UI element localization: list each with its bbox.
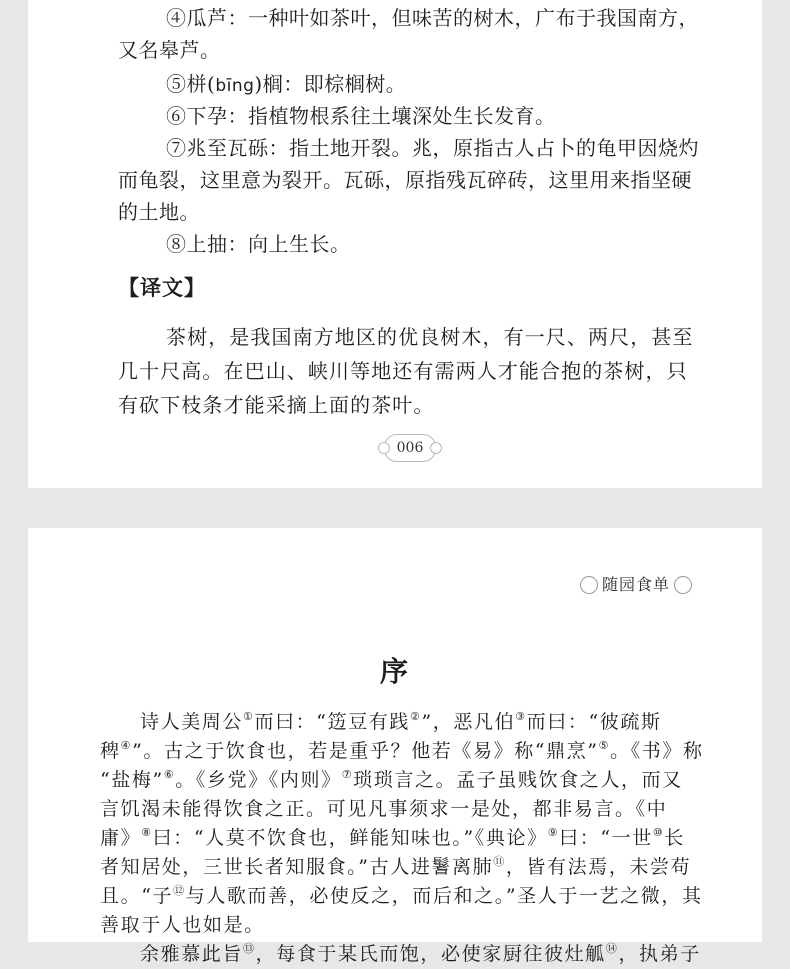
footnote-marker: ⑦ xyxy=(341,768,354,781)
preface-text: ，执弟子 xyxy=(618,943,701,965)
bottom-book-page xyxy=(28,528,762,965)
note-line: 而龟裂，这里意为裂开。瓦砾，原指残瓦碎砖，这里用来指坚硬 xyxy=(118,168,692,192)
footnote-marker: ⑭ xyxy=(605,942,619,955)
preface-text: 曰：“人莫不饮食也，鲜能知味也。”《典论》 xyxy=(152,827,548,849)
preface-text: 曰：“一世 xyxy=(559,827,653,849)
top-book-page xyxy=(28,0,762,488)
preface-line xyxy=(100,737,704,766)
preface-line xyxy=(100,911,265,940)
preface-text: 长 xyxy=(664,827,685,849)
preface-text: 余雅慕此旨 xyxy=(140,943,244,965)
preface-line xyxy=(100,708,662,737)
footnote-marker: ⑧ xyxy=(141,826,153,839)
note-text: )榈：即棕榈树。 xyxy=(254,72,407,96)
preface-text: ，每食于某氏而饱，必使家厨往彼灶觚 xyxy=(255,943,606,965)
preface-text: 与人歌而善，必使反之，而后和之。”圣人于一艺之微，其 xyxy=(185,885,703,907)
note-line: ④瓜芦：一种叶如茶叶，但味苦的树木，广布于我国南方， xyxy=(166,6,699,30)
preface-text: 而曰：“笾豆有践 xyxy=(254,711,410,733)
note-line: ⑦兆至瓦砾：指土地开裂。兆，原指古人占卜的龟甲因烧灼 xyxy=(166,136,699,160)
preface-text: 且。“子 xyxy=(100,885,174,907)
footnote-marker: ⑫ xyxy=(173,884,186,897)
footnote-marker: ⑩ xyxy=(652,826,665,839)
translation-line: 有砍下枝条才能采摘上面的茶叶。 xyxy=(118,393,435,417)
footnote-marker: ⑨ xyxy=(547,826,560,839)
preface-line xyxy=(100,824,685,853)
footnote-marker: ② xyxy=(410,710,422,723)
footnote-marker: ⑬ xyxy=(243,942,256,955)
preface-text: 稗 xyxy=(100,740,121,762)
preface-text: ”。古之于饮食也，若是重乎？他若《易》称“鼎烹” xyxy=(132,740,599,762)
page-number: 006 xyxy=(384,434,436,462)
footnote-marker: ③ xyxy=(515,710,527,723)
running-header: 随园食单 xyxy=(588,572,684,598)
translation-line: 几十尺高。在巴山、峡川等地还有需两人才能合抱的茶树，只 xyxy=(118,359,688,383)
footnote-marker: ⑤ xyxy=(598,739,611,752)
preface-text: 庸》 xyxy=(100,827,142,849)
preface-line xyxy=(100,795,667,824)
chapter-title: 序 xyxy=(379,655,410,688)
preface-text: 言饥渴未能得饮食之正。可见凡事须求一是处，都非易言。《中 xyxy=(100,798,668,820)
note-line: 的土地。 xyxy=(118,200,200,224)
preface-line xyxy=(100,940,701,969)
footnote-marker: ⑪ xyxy=(493,855,506,868)
preface-text: ”，恶凡伯 xyxy=(421,711,516,733)
preface-text: 善取于人也如是。 xyxy=(100,914,265,936)
footnote-marker: ⑥ xyxy=(163,768,176,781)
preface-text: 诗人美周公 xyxy=(140,711,244,733)
preface-text: ，皆有法焉，未尝苟 xyxy=(505,856,692,878)
footnote-marker: ① xyxy=(243,710,255,723)
preface-line xyxy=(100,766,683,795)
note-line: ⑧上抽：向上生长。 xyxy=(166,232,351,256)
footnote-marker: ④ xyxy=(120,739,133,752)
preface-line xyxy=(100,853,691,882)
preface-text: 而曰：“彼疏斯 xyxy=(526,711,662,733)
preface-text: “盐梅” xyxy=(100,769,164,791)
preface-line xyxy=(100,882,703,911)
preface-text: 琐琐言之。孟子虽贱饮食之人，而又 xyxy=(353,769,683,791)
translation-line: 茶树，是我国南方地区的优良树木，有一尺、两尺，甚至 xyxy=(166,325,694,349)
pinyin-annotation: bīng xyxy=(215,76,255,96)
preface-text: 。《书》称 xyxy=(610,740,704,762)
note-line xyxy=(118,68,751,102)
translation-heading: 【译文】 xyxy=(118,276,206,300)
note-line: ⑥下孕：指植物根系往土壤深处生长发育。 xyxy=(166,104,556,128)
note-line: 又名皋芦。 xyxy=(118,38,221,62)
preface-text: 者知居处，三世长者知服食。”古人进鬐离肺 xyxy=(100,856,494,878)
note-text: ⑤栟( xyxy=(166,72,216,96)
preface-text: 。《乡党》《内则》 xyxy=(175,769,342,791)
